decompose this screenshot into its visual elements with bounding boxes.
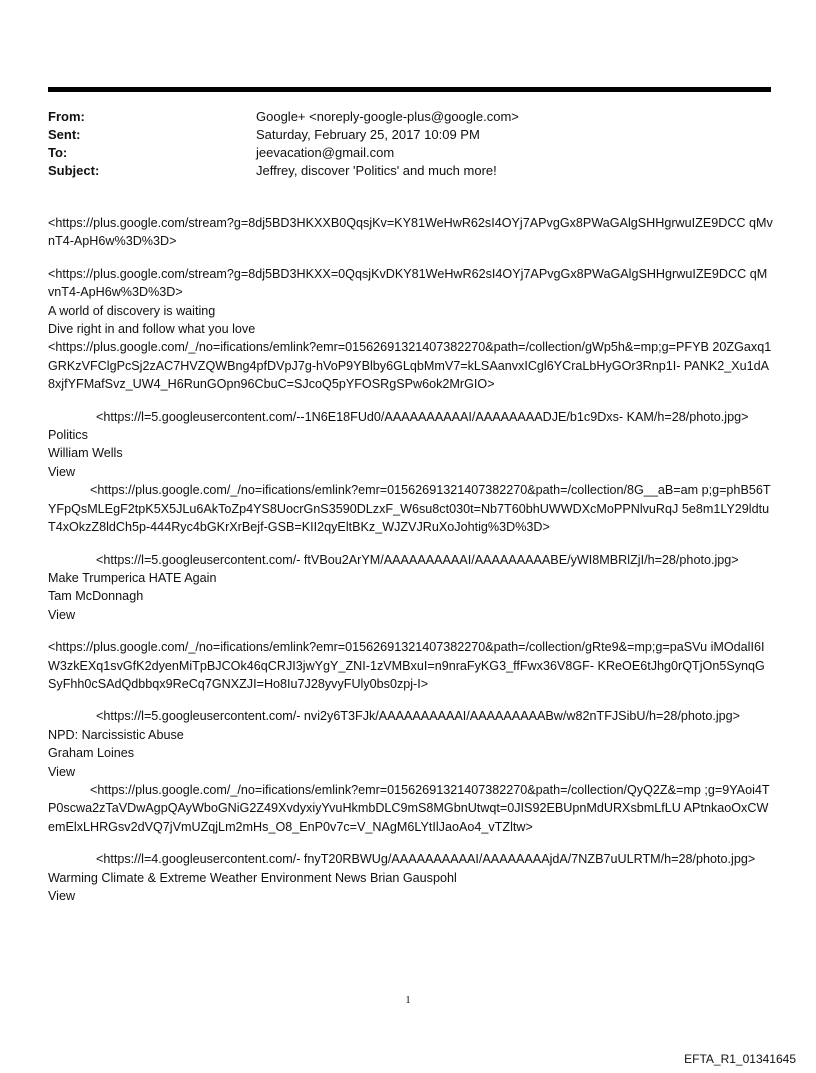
collection-link[interactable]: <https://plus.google.com/_/no=ifications/emlink?emr=01562691321407382270&path=/collection/8G__aB=am p;g=phB56TYFpQsMLEgF2tpK5X5JLu6AkToZp4YS8UocrGnS3590DLzxF_W6su8ct030t=Nb7T60bhUWWDXcMoPPNlvuRqJ 5e8m1LY29ldtuT4xOkzZ8ldCh5p-444Ryc4bGKrXrBejf-GSB=KII2qyEltBKz_WJZVJRuXoJohtig%3D%3D> [48, 483, 771, 535]
stream-link[interactable]: <https://plus.google.com/stream?g=8dj5BD3HKXX=0QqsjKvDKY81WeHwR62sI4OYj7APvgGx8PWaGAlgSHHgrwuIZE9DCC qMvnT4-ApH6w%3D%3D> [48, 266, 768, 300]
collection-link[interactable]: <https://plus.google.com/_/no=ifications/emlink?emr=01562691321407382270&path=/collection/QyQ2Z&=mp ;g=9YAoi4TP0scwa2zTaVDwAgpQAyWboGNiG2Z49XvdyxiyYvuHkmbDLC9mS8MGbnUtwqt=0JIS92EBUpnMdURXsbmLfLU APtnkaoOxCWemElxLHRGsv2dVQ7jVmUZqjLm2mHs_O8_EnP0v7c=V_NAgM6LYtIlJaoAo4_vTZltw> [48, 782, 770, 834]
view-link[interactable]: View [48, 889, 76, 903]
subject-value: Jeffrey, discover 'Politics' and much more! [256, 163, 497, 178]
body-heading: A world of discovery is waiting [48, 303, 216, 318]
photo-link[interactable]: <https://l=5.googleusercontent.com/--1N6E18FUd0/AAAAAAAAAAI/AAAAAAAADJE/b1c9Dxs- KAM/h=28/photo.jpg> [96, 409, 749, 424]
collection-title: Warming Climate & Extreme Weather Environment News Brian Gauspohl [48, 870, 457, 885]
sent-label: Sent: [48, 127, 81, 142]
to-label: To: [48, 145, 68, 160]
photo-link[interactable]: <https://l=4.googleusercontent.com/- fnyT20RBWUg/AAAAAAAAAAI/AAAAAAAAjdA/7NZB7uULRTM/h=28/photo.jpg> [96, 852, 756, 867]
header-rule [48, 87, 771, 92]
email-body [48, 214, 773, 905]
collection-link[interactable]: <https://plus.google.com/_/no=ifications/emlink?emr=01562691321407382270&path=/collection/gWp5h&=mp;g=PFYB 20ZGaxq1GRKzVFClgPcSj2zAC7HVZQWBng4pfDVpJ7g-hVoP9YBlby6GLqbMmV7=kLSAanvxICgl6YCraLbHyGOr3Rnp1I- PANK2_Xu1dA8xjfYFMafSvz_UW4_H6RunGOpn96CbuC=SJcoQ5pYFOSRgSPw6ok2MrGIO> [48, 340, 772, 392]
collection-author: Tam McDonnagh [48, 589, 144, 604]
collection-title: Make Trumperica HATE Again [48, 570, 217, 585]
to-value: jeevacation@gmail.com [256, 145, 395, 160]
collection-author: William Wells [48, 446, 123, 461]
subject-label: Subject: [48, 163, 100, 178]
sent-value: Saturday, February 25, 2017 10:09 PM [256, 127, 480, 142]
view-link[interactable]: View [48, 607, 76, 622]
photo-link[interactable]: <https://l=5.googleusercontent.com/- ftVBou2ArYM/AAAAAAAAAAI/AAAAAAAAABE/yWI8MBRlZjI/h=28/photo.jpg> [96, 552, 739, 567]
page-number: 1 [405, 994, 411, 1006]
body-subheading: Dive right in and follow what you love [48, 322, 256, 337]
collection-link[interactable]: <https://plus.google.com/_/no=ifications/emlink?emr=01562691321407382270&path=/collection/gRte9&=mp;g=paSVu iMOdalI6IW3zkEXq1svGfK2dyenMiTpBJCOk46qCRJI3jwYgY_ZNI-1zVMBxuI=n9nraFyKG3_ffFwx36V8GF- KReOE6tJhg0rQTjOn5SynqGSyFhh0cSAdQdbbqx9ReCq7GNXZJI=Ho8Iu7J28yvyFUly0bs0zpj-I> [48, 640, 765, 691]
view-link[interactable]: View [48, 764, 76, 779]
view-link[interactable]: View [48, 464, 76, 479]
collection-title: Politics [48, 428, 88, 443]
photo-link[interactable]: <https://l=5.googleusercontent.com/- nvi2y6T3FJk/AAAAAAAAAAI/AAAAAAAAABw/w82nTFJSibU/h=28/photo.jpg> [96, 709, 741, 724]
document-id: EFTA_R1_01341645 [684, 1052, 796, 1066]
collection-title: NPD: Narcissistic Abuse [48, 727, 184, 742]
from-value: Google+ <noreply-google-plus@google.com> [256, 109, 519, 124]
email-header [48, 108, 771, 180]
from-label: From: [48, 109, 85, 124]
collection-author: Graham Loines [48, 746, 135, 761]
stream-link[interactable]: <https://plus.google.com/stream?g=8dj5BD3HKXXB0QqsjKv=KY81WeHwR62sI4OYj7APvgGx8PWaGAlgSHHgrwuIZE9DCC qMvnT4-ApH6w%3D%3D> [48, 216, 773, 249]
